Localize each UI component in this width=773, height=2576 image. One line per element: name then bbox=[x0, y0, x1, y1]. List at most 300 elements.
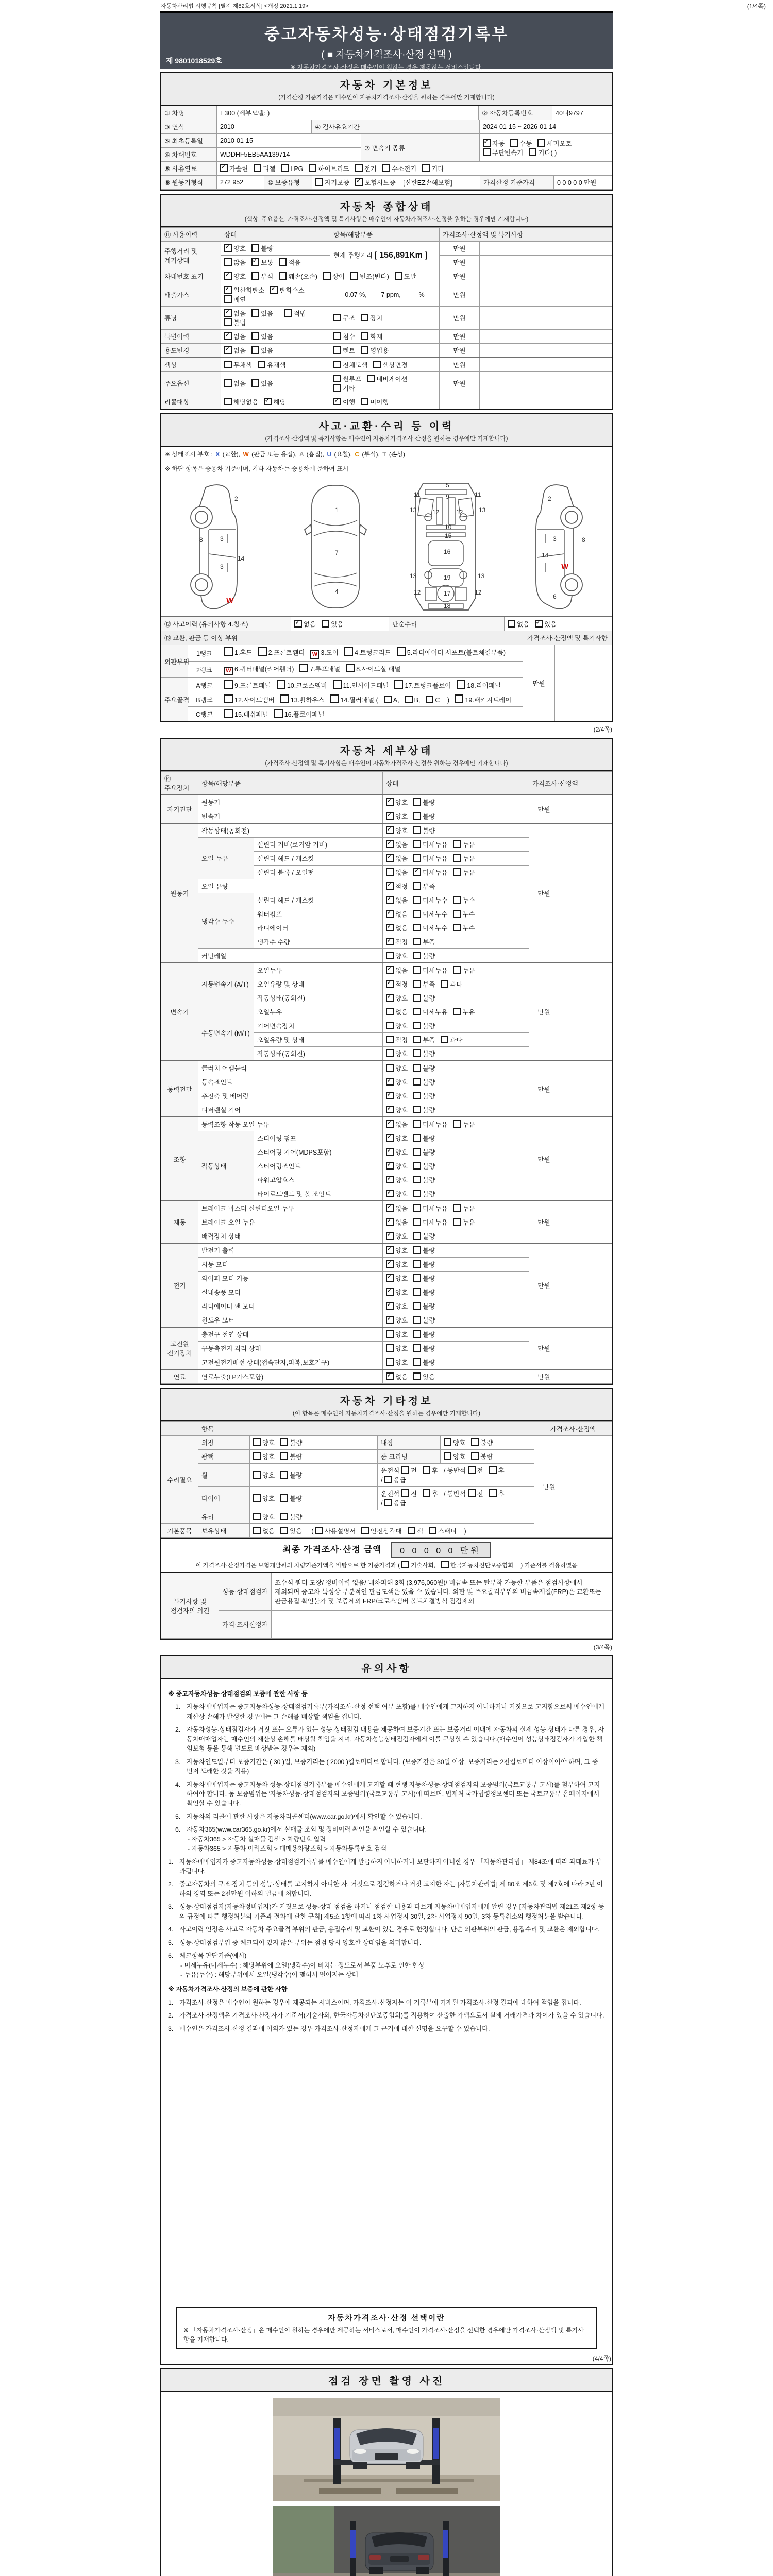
checkbox-option[interactable] bbox=[413, 979, 435, 989]
checkbox-unchecked[interactable] bbox=[254, 164, 261, 172]
checkbox-option[interactable] bbox=[224, 332, 246, 341]
checkbox-option[interactable] bbox=[386, 1231, 408, 1241]
checkbox-checked[interactable] bbox=[386, 1120, 394, 1128]
checkbox-option[interactable] bbox=[280, 1470, 302, 1480]
checkbox-option[interactable] bbox=[413, 1077, 435, 1087]
checkbox-option[interactable] bbox=[413, 965, 447, 975]
checkbox-unchecked[interactable] bbox=[350, 272, 358, 280]
checkbox-checked[interactable] bbox=[386, 840, 394, 848]
checkbox-checked[interactable] bbox=[386, 980, 394, 988]
checkbox-option[interactable] bbox=[413, 1260, 435, 1269]
checkbox-checked[interactable] bbox=[224, 309, 232, 317]
checkbox-option[interactable] bbox=[453, 909, 475, 919]
checkbox-checked[interactable] bbox=[270, 286, 278, 294]
checkbox-option[interactable] bbox=[333, 397, 355, 406]
checkbox-option[interactable] bbox=[220, 164, 248, 173]
checkbox-checked[interactable] bbox=[535, 620, 543, 628]
checkbox-option[interactable] bbox=[413, 1189, 435, 1198]
checkbox-option[interactable] bbox=[413, 909, 447, 919]
checkbox-option[interactable] bbox=[281, 164, 303, 173]
checkbox-option[interactable] bbox=[386, 1091, 408, 1100]
checkbox-option[interactable] bbox=[413, 1049, 435, 1058]
checkbox-unchecked[interactable] bbox=[333, 375, 341, 382]
checkbox-option[interactable] bbox=[224, 285, 264, 295]
checkbox-option[interactable] bbox=[386, 1161, 408, 1171]
checkbox-unchecked[interactable] bbox=[429, 1527, 436, 1534]
checkbox-option[interactable] bbox=[386, 854, 408, 863]
checkbox-option[interactable] bbox=[413, 798, 435, 807]
checkbox-option[interactable] bbox=[413, 1246, 435, 1255]
checkbox-checked[interactable] bbox=[386, 826, 394, 834]
checkbox-option[interactable] bbox=[453, 854, 475, 863]
checkbox-option[interactable] bbox=[441, 1561, 513, 1569]
checkbox-unchecked[interactable] bbox=[280, 1471, 288, 1479]
checkbox-option[interactable] bbox=[386, 1063, 408, 1073]
checkbox-option[interactable] bbox=[251, 244, 273, 253]
checkbox-unchecked[interactable] bbox=[413, 840, 421, 848]
checkbox-checked[interactable] bbox=[333, 398, 341, 405]
checkbox-unchecked[interactable] bbox=[413, 1232, 421, 1240]
checkbox-option[interactable] bbox=[413, 826, 435, 835]
checkbox-unchecked[interactable] bbox=[280, 1527, 288, 1534]
checkbox-option[interactable] bbox=[510, 139, 532, 148]
checkbox-option[interactable] bbox=[386, 1077, 408, 1087]
checkbox-checked[interactable] bbox=[386, 1246, 394, 1254]
checkbox-option[interactable] bbox=[453, 840, 475, 849]
checkbox-unchecked[interactable] bbox=[384, 1499, 392, 1506]
checkbox-option[interactable] bbox=[453, 1204, 475, 1213]
checkbox-option[interactable] bbox=[386, 1105, 408, 1114]
checkbox-option[interactable] bbox=[405, 696, 421, 704]
checkbox-option[interactable] bbox=[413, 1217, 447, 1227]
checkbox-unchecked[interactable] bbox=[279, 258, 287, 266]
checkbox-unchecked[interactable] bbox=[413, 882, 421, 890]
checkbox-unchecked[interactable] bbox=[224, 361, 232, 368]
checkbox-option[interactable] bbox=[453, 895, 475, 905]
checkbox-option[interactable] bbox=[224, 295, 246, 304]
checkbox-option[interactable] bbox=[386, 1120, 408, 1129]
checkbox-checked[interactable] bbox=[386, 924, 394, 931]
checkbox-option[interactable] bbox=[279, 272, 317, 281]
checkbox-option[interactable] bbox=[294, 619, 316, 629]
checkbox-option[interactable] bbox=[251, 332, 273, 341]
checkbox-unchecked[interactable] bbox=[373, 361, 381, 368]
checkbox-option[interactable] bbox=[224, 397, 258, 406]
checkbox-unchecked[interactable] bbox=[253, 1438, 261, 1446]
checkbox-checked[interactable] bbox=[386, 1190, 394, 1197]
checkbox-checked[interactable] bbox=[386, 1078, 394, 1086]
checkbox-option[interactable] bbox=[350, 272, 389, 281]
checkbox-unchecked[interactable] bbox=[413, 1120, 421, 1128]
checkbox-checked[interactable] bbox=[386, 1260, 394, 1268]
checkbox-option[interactable] bbox=[413, 1147, 435, 1157]
checkbox-option[interactable] bbox=[224, 258, 246, 267]
checkbox-unchecked[interactable] bbox=[413, 1078, 421, 1086]
checkbox-unchecked[interactable] bbox=[423, 1489, 430, 1497]
checkbox-option[interactable] bbox=[386, 1204, 408, 1213]
checkbox-option[interactable] bbox=[386, 1007, 408, 1016]
checkbox-unchecked[interactable] bbox=[413, 798, 421, 806]
checkbox-unchecked[interactable] bbox=[453, 1008, 461, 1015]
checkbox-option[interactable] bbox=[254, 164, 275, 173]
checkbox-option[interactable] bbox=[386, 868, 408, 877]
checkbox-unchecked[interactable] bbox=[453, 854, 461, 862]
checkbox-unchecked[interactable] bbox=[401, 1466, 409, 1474]
checkbox-unchecked[interactable] bbox=[224, 318, 232, 326]
checkbox-unchecked[interactable] bbox=[315, 1527, 323, 1534]
checkbox-unchecked[interactable] bbox=[279, 272, 287, 280]
checkbox-option[interactable] bbox=[253, 1438, 275, 1447]
checkbox-option[interactable] bbox=[529, 148, 557, 157]
checkbox-unchecked[interactable] bbox=[413, 1064, 421, 1072]
checkbox-unchecked[interactable] bbox=[395, 272, 402, 280]
checkbox-unchecked[interactable] bbox=[413, 938, 421, 945]
checkbox-option[interactable] bbox=[333, 346, 355, 355]
checkbox-unchecked[interactable] bbox=[309, 164, 316, 172]
checkbox-unchecked[interactable] bbox=[355, 164, 363, 172]
checkbox-option[interactable] bbox=[251, 309, 273, 318]
checkbox-option[interactable] bbox=[361, 1526, 401, 1535]
checkbox-unchecked[interactable] bbox=[413, 1274, 421, 1282]
checkbox-unchecked[interactable] bbox=[413, 1106, 421, 1113]
checkbox-unchecked[interactable] bbox=[333, 332, 341, 340]
checkbox-unchecked[interactable] bbox=[413, 1022, 421, 1029]
checkbox-unchecked[interactable] bbox=[413, 826, 421, 834]
checkbox-option[interactable] bbox=[386, 798, 408, 807]
checkbox-option[interactable] bbox=[413, 1358, 435, 1367]
checkbox-option[interactable] bbox=[373, 360, 407, 369]
checkbox-unchecked[interactable] bbox=[333, 361, 341, 368]
checkbox-unchecked[interactable] bbox=[413, 896, 421, 904]
checkbox-option[interactable] bbox=[489, 1489, 505, 1498]
checkbox-unchecked[interactable] bbox=[333, 384, 341, 392]
checkbox-option[interactable] bbox=[251, 379, 273, 388]
checkbox-unchecked[interactable] bbox=[253, 1494, 261, 1502]
checkbox-option[interactable] bbox=[355, 164, 377, 173]
checkbox-option[interactable] bbox=[280, 1526, 302, 1535]
checkbox-unchecked[interactable] bbox=[251, 332, 259, 340]
checkbox-unchecked[interactable] bbox=[413, 1288, 421, 1296]
checkbox-unchecked[interactable] bbox=[413, 1218, 421, 1226]
checkbox-unchecked[interactable] bbox=[453, 1204, 461, 1212]
checkbox-option[interactable] bbox=[429, 1526, 457, 1535]
checkbox-checked[interactable] bbox=[386, 1288, 394, 1296]
checkbox-unchecked[interactable] bbox=[251, 379, 259, 387]
checkbox-unchecked[interactable] bbox=[253, 1527, 261, 1534]
checkbox-option[interactable] bbox=[386, 1147, 408, 1157]
checkbox-option[interactable] bbox=[386, 1274, 408, 1283]
checkbox-unchecked[interactable] bbox=[423, 1466, 430, 1474]
checkbox-unchecked[interactable] bbox=[382, 164, 390, 172]
checkbox-checked[interactable] bbox=[224, 286, 232, 294]
checkbox-option[interactable] bbox=[413, 1021, 435, 1030]
checkbox-option[interactable] bbox=[453, 868, 475, 877]
checkbox-checked[interactable] bbox=[386, 1316, 394, 1324]
checkbox-option[interactable] bbox=[453, 1217, 475, 1227]
checkbox-unchecked[interactable] bbox=[537, 139, 545, 147]
checkbox-option[interactable] bbox=[280, 1438, 302, 1447]
checkbox-unchecked[interactable] bbox=[453, 840, 461, 848]
checkbox-unchecked[interactable] bbox=[386, 1036, 394, 1043]
checkbox-unchecked[interactable] bbox=[322, 620, 329, 628]
checkbox-unchecked[interactable] bbox=[413, 1246, 421, 1254]
checkbox-option[interactable] bbox=[386, 1133, 408, 1143]
checkbox-checked[interactable] bbox=[386, 1372, 394, 1380]
checkbox-option[interactable] bbox=[258, 360, 285, 369]
checkbox-unchecked[interactable] bbox=[441, 1036, 448, 1043]
checkbox-option[interactable] bbox=[413, 811, 435, 821]
checkbox-option[interactable] bbox=[413, 1035, 435, 1044]
checkbox-checked[interactable] bbox=[386, 1176, 394, 1183]
checkbox-unchecked[interactable] bbox=[413, 1162, 421, 1170]
checkbox-unchecked[interactable] bbox=[253, 1513, 261, 1520]
checkbox-option[interactable] bbox=[408, 1526, 423, 1535]
checkbox-option[interactable] bbox=[386, 882, 408, 891]
checkbox-option[interactable] bbox=[355, 178, 395, 187]
checkbox-option[interactable] bbox=[453, 1007, 475, 1016]
checkbox-checked[interactable] bbox=[386, 812, 394, 820]
checkbox-unchecked[interactable] bbox=[413, 1148, 421, 1156]
checkbox-unchecked[interactable] bbox=[441, 1561, 449, 1568]
checkbox-checked[interactable] bbox=[386, 854, 394, 862]
checkbox-option[interactable] bbox=[423, 1466, 438, 1475]
checkbox-option[interactable] bbox=[413, 1133, 435, 1143]
checkbox-option[interactable] bbox=[413, 1231, 435, 1241]
checkbox-option[interactable] bbox=[386, 923, 408, 933]
checkbox-option[interactable] bbox=[401, 1561, 435, 1569]
checkbox-unchecked[interactable] bbox=[413, 1092, 421, 1099]
checkbox-option[interactable] bbox=[361, 397, 389, 406]
checkbox-option[interactable] bbox=[413, 1204, 447, 1213]
checkbox-option[interactable] bbox=[453, 1120, 475, 1129]
checkbox-option[interactable] bbox=[453, 923, 475, 933]
checkbox-option[interactable] bbox=[386, 1246, 408, 1255]
checkbox-option[interactable] bbox=[251, 258, 273, 267]
checkbox-unchecked[interactable] bbox=[413, 1190, 421, 1197]
checkbox-option[interactable] bbox=[413, 1344, 435, 1353]
checkbox-option[interactable] bbox=[367, 374, 407, 383]
checkbox-checked[interactable] bbox=[386, 1204, 394, 1212]
checkbox-option[interactable] bbox=[413, 1175, 435, 1184]
checkbox-option[interactable] bbox=[386, 811, 408, 821]
checkbox-option[interactable] bbox=[280, 1452, 302, 1461]
checkbox-checked[interactable] bbox=[386, 1092, 394, 1099]
checkbox-option[interactable] bbox=[315, 1526, 356, 1535]
checkbox-unchecked[interactable] bbox=[453, 924, 461, 931]
checkbox-unchecked[interactable] bbox=[441, 980, 448, 988]
checkbox-unchecked[interactable] bbox=[422, 164, 430, 172]
checkbox-unchecked[interactable] bbox=[280, 1438, 288, 1446]
checkbox-option[interactable] bbox=[386, 1344, 408, 1353]
checkbox-option[interactable] bbox=[386, 1021, 408, 1030]
checkbox-checked[interactable] bbox=[483, 139, 491, 147]
checkbox-option[interactable] bbox=[413, 1007, 447, 1016]
checkbox-unchecked[interactable] bbox=[386, 1344, 394, 1352]
checkbox-unchecked[interactable] bbox=[253, 1471, 261, 1479]
checkbox-option[interactable] bbox=[386, 1358, 408, 1367]
checkbox-checked[interactable] bbox=[386, 1218, 394, 1226]
checkbox-option[interactable] bbox=[395, 272, 416, 281]
checkbox-unchecked[interactable] bbox=[284, 309, 292, 317]
checkbox-option[interactable] bbox=[224, 309, 246, 318]
checkbox-option[interactable] bbox=[224, 318, 246, 327]
checkbox-unchecked[interactable] bbox=[413, 1358, 421, 1366]
checkbox-option[interactable] bbox=[444, 1452, 465, 1461]
checkbox-checked[interactable] bbox=[264, 398, 272, 405]
checkbox-option[interactable] bbox=[279, 258, 300, 267]
checkbox-unchecked[interactable] bbox=[258, 361, 265, 368]
checkbox-checked[interactable] bbox=[386, 882, 394, 890]
checkbox-unchecked[interactable] bbox=[413, 1372, 421, 1380]
checkbox-option[interactable] bbox=[386, 965, 408, 975]
checkbox-checked[interactable] bbox=[220, 164, 228, 172]
checkbox-option[interactable] bbox=[386, 1175, 408, 1184]
checkbox-option[interactable] bbox=[386, 1217, 408, 1227]
checkbox-option[interactable] bbox=[413, 854, 447, 863]
checkbox-checked[interactable] bbox=[386, 910, 394, 918]
checkbox-unchecked[interactable] bbox=[224, 258, 232, 266]
checkbox-option[interactable] bbox=[413, 1091, 435, 1100]
checkbox-checked[interactable] bbox=[251, 258, 259, 266]
checkbox-unchecked[interactable] bbox=[508, 620, 515, 628]
checkbox-option[interactable] bbox=[333, 332, 355, 341]
checkbox-option[interactable] bbox=[423, 1489, 438, 1498]
checkbox-option[interactable] bbox=[270, 285, 304, 295]
checkbox-unchecked[interactable] bbox=[386, 1330, 394, 1338]
checkbox-unchecked[interactable] bbox=[367, 375, 375, 382]
checkbox-checked[interactable] bbox=[386, 798, 394, 806]
checkbox-unchecked[interactable] bbox=[361, 314, 368, 321]
checkbox-unchecked[interactable] bbox=[413, 854, 421, 862]
checkbox-option[interactable] bbox=[413, 1301, 435, 1311]
checkbox-option[interactable] bbox=[384, 1498, 406, 1507]
checkbox-option[interactable] bbox=[333, 360, 367, 369]
checkbox-unchecked[interactable] bbox=[315, 178, 323, 186]
checkbox-unchecked[interactable] bbox=[280, 1452, 288, 1460]
checkbox-option[interactable] bbox=[386, 1330, 408, 1339]
checkbox-unchecked[interactable] bbox=[471, 1452, 479, 1460]
checkbox-option[interactable] bbox=[361, 332, 382, 341]
checkbox-unchecked[interactable] bbox=[401, 1489, 409, 1497]
checkbox-unchecked[interactable] bbox=[468, 1466, 476, 1474]
checkbox-option[interactable] bbox=[309, 164, 349, 173]
checkbox-option[interactable] bbox=[471, 1452, 493, 1461]
checkbox-option[interactable] bbox=[251, 346, 273, 355]
checkbox-unchecked[interactable] bbox=[333, 314, 341, 321]
checkbox-option[interactable] bbox=[280, 1512, 302, 1521]
checkbox-checked[interactable] bbox=[224, 332, 232, 340]
checkbox-unchecked[interactable] bbox=[251, 244, 259, 252]
checkbox-unchecked[interactable] bbox=[224, 295, 232, 303]
checkbox-option[interactable] bbox=[253, 1470, 275, 1480]
checkbox-option[interactable] bbox=[361, 346, 389, 355]
checkbox-option[interactable] bbox=[508, 619, 529, 629]
checkbox-option[interactable] bbox=[468, 1489, 483, 1498]
checkbox-unchecked[interactable] bbox=[280, 1494, 288, 1502]
checkbox-unchecked[interactable] bbox=[281, 164, 289, 172]
checkbox-unchecked[interactable] bbox=[413, 952, 421, 959]
checkbox-option[interactable] bbox=[386, 937, 408, 946]
checkbox-option[interactable] bbox=[322, 619, 343, 629]
checkbox-option[interactable] bbox=[413, 937, 435, 946]
checkbox-unchecked[interactable] bbox=[413, 1176, 421, 1183]
checkbox-checked[interactable] bbox=[386, 994, 394, 1002]
checkbox-unchecked[interactable] bbox=[453, 1218, 461, 1226]
checkbox-option[interactable] bbox=[386, 1372, 408, 1381]
checkbox-option[interactable] bbox=[413, 1274, 435, 1283]
checkbox-option[interactable] bbox=[441, 979, 462, 989]
checkbox-option[interactable] bbox=[453, 965, 475, 975]
checkbox-option[interactable] bbox=[413, 882, 435, 891]
checkbox-option[interactable] bbox=[401, 1489, 417, 1498]
checkbox-option[interactable] bbox=[386, 1287, 408, 1297]
checkbox-option[interactable] bbox=[426, 696, 440, 704]
checkbox-option[interactable] bbox=[413, 923, 447, 933]
checkbox-unchecked[interactable] bbox=[444, 1438, 451, 1446]
checkbox-unchecked[interactable] bbox=[280, 1513, 288, 1520]
checkbox-option[interactable] bbox=[251, 272, 273, 281]
checkbox-option[interactable] bbox=[401, 1466, 417, 1475]
checkbox-unchecked[interactable] bbox=[413, 1344, 421, 1352]
checkbox-option[interactable] bbox=[413, 840, 447, 849]
checkbox-unchecked[interactable] bbox=[413, 924, 421, 931]
checkbox-option[interactable] bbox=[413, 1105, 435, 1114]
checkbox-unchecked[interactable] bbox=[413, 1260, 421, 1268]
checkbox-unchecked[interactable] bbox=[453, 966, 461, 974]
checkbox-option[interactable] bbox=[413, 868, 447, 877]
checkbox-unchecked[interactable] bbox=[386, 868, 394, 876]
checkbox-option[interactable] bbox=[224, 244, 246, 253]
checkbox-checked[interactable] bbox=[386, 1162, 394, 1170]
checkbox-option[interactable] bbox=[284, 309, 306, 318]
checkbox-checked[interactable] bbox=[224, 346, 232, 354]
checkbox-unchecked[interactable] bbox=[386, 1008, 394, 1015]
checkbox-option[interactable] bbox=[422, 164, 444, 173]
checkbox-option[interactable] bbox=[537, 139, 572, 148]
checkbox-option[interactable] bbox=[224, 379, 246, 388]
checkbox-option[interactable] bbox=[333, 383, 355, 393]
checkbox-unchecked[interactable] bbox=[386, 1022, 394, 1029]
checkbox-unchecked[interactable] bbox=[251, 309, 259, 317]
checkbox-unchecked[interactable] bbox=[529, 148, 536, 156]
checkbox-unchecked[interactable] bbox=[253, 1452, 261, 1460]
checkbox-option[interactable] bbox=[468, 1466, 483, 1475]
checkbox-unchecked[interactable] bbox=[413, 1302, 421, 1310]
checkbox-unchecked[interactable] bbox=[408, 1527, 415, 1534]
checkbox-option[interactable] bbox=[315, 178, 349, 187]
checkbox-unchecked[interactable] bbox=[361, 332, 368, 340]
checkbox-option[interactable] bbox=[413, 951, 435, 960]
checkbox-unchecked[interactable] bbox=[384, 696, 392, 703]
checkbox-option[interactable] bbox=[253, 1494, 275, 1503]
checkbox-unchecked[interactable] bbox=[401, 1561, 409, 1568]
checkbox-unchecked[interactable] bbox=[453, 896, 461, 904]
checkbox-option[interactable] bbox=[386, 1189, 408, 1198]
checkbox-checked[interactable] bbox=[386, 1106, 394, 1113]
checkbox-unchecked[interactable] bbox=[386, 1064, 394, 1072]
checkbox-option[interactable] bbox=[224, 360, 252, 369]
checkbox-unchecked[interactable] bbox=[413, 1036, 421, 1043]
checkbox-unchecked[interactable] bbox=[224, 398, 232, 405]
checkbox-option[interactable] bbox=[382, 164, 416, 173]
checkbox-option[interactable] bbox=[386, 1260, 408, 1269]
checkbox-option[interactable] bbox=[386, 951, 408, 960]
checkbox-unchecked[interactable] bbox=[413, 1330, 421, 1338]
checkbox-unchecked[interactable] bbox=[405, 696, 413, 703]
checkbox-unchecked[interactable] bbox=[413, 966, 421, 974]
checkbox-option[interactable] bbox=[441, 1035, 462, 1044]
checkbox-option[interactable] bbox=[386, 993, 408, 1003]
